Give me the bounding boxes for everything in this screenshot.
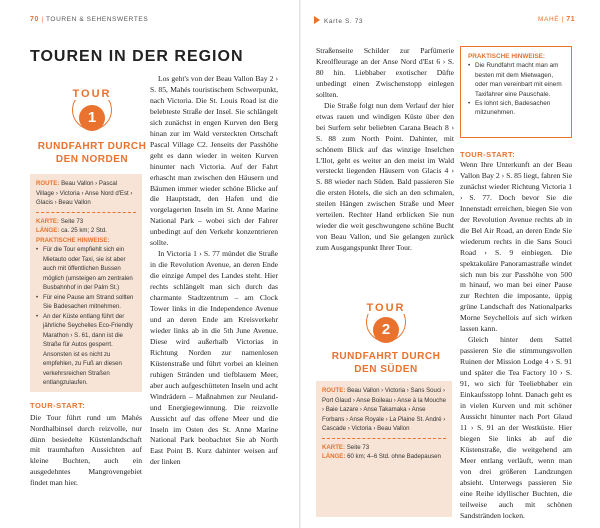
paragraph: Gleich hinter dem Sattel passieren Sie die stimmungsvollen Ruinen der Mission Lodge 4 › S. 91 und später die Tea Factory 10 › S. 91, wo sich für Teeliebhaber ein Einkaufsstopp lohnt. Danach geht es in vielen Kurven und mit schöner Aussicht hinunter nach Port Glaud 11 › S. 91 an der Westküste. Hier biegen Sie links ab auf die Küstenstraße, die weitgehend am Meer entlang verläuft, wenn man von drei größeren Landzungen absieht. Unterwegs passieren Sie eine Reihe idyllischer Buchten, die teilweise auch mit schönen Sandstränden locken. [460,335,572,520]
tour1-tip: • An der Küste entlang führt der jährliche Seychelles Eco-Friendly Marathon › S. 61, dann ist die Straße für Autos gesperrt. Ansonsten ist es nicht zu empfehlen, zu Fuß an diesen verkehrsreichen Straßen entlangzulaufen. [36,312,136,388]
tour1-route: ROUTE: Beau Vallon › Pascal Village › Victoria › Anse Nord d'Est › Glacis › Beau Vallon [36,180,133,206]
tour2-route: ROUTE: Beau Vallon › Victoria › Sans Souci › Port Glaud › Anse Boileau › Anse à la Mouche › Baie Lazare › Anse Takamaka › Anse Forbans › Anse Royale › La Plaine St. André › Cascade › Victoria › Beau Vallon [322,387,446,432]
paragraph: Wenn Ihre Unterkunft an der Beau Vallon Bay 2 › S. 85 liegt, fahren Sie zunächst wieder Richtung Victoria 1 › S. 77. Doch bevor Sie die Innenstadt erreichen, biegen Sie von der Revolution Avenue rechts ab in die Bel Air Road, an deren Ende Sie wiederum rechts in die Sans Souci Road › S. 9 einbiegen. Die spektakuläre Panoramastraße windet sich nun bis zur Passhöhe von 500 m hinauf, wo man bei einer Pause zur Rechten die imposante, üppig grüne Landschaft des Nationalparks Morne Seychellois auf sich wirken lassen kann. [460,160,572,334]
tour1-tips-list [36,245,136,388]
right-column-2 [460,160,572,521]
tour2-tip: • Es lohnt sich, Badesachen mitzunehmen. [468,99,564,118]
tour1-length: LÄNGE: ca. 25 km; 2 Std. [36,227,107,234]
left-section-title: TOUREN & SEHENSWERTES [45,16,149,23]
right-section-title: MAHÉ [538,16,560,23]
tour1-badge [70,84,114,131]
tour1-tip: • Für eine Pause am Strand sollten Sie Badesachen mitnehmen. [36,293,136,312]
right-map-ref: Karte S. 73 [314,16,363,25]
left-page-number: 70 [30,16,39,23]
tour2-title-line2: DEN SÜDEN [354,364,418,375]
tour1-map: KARTE: Seite 73 [36,217,84,225]
tour2-info-box [316,381,452,517]
tour2-tips-box [460,46,572,138]
left-column-2 [150,74,278,468]
tour1-title-line1: RUNDFAHRT DURCH [37,141,147,152]
tour2-badge [364,298,408,343]
tour2-title-line1: RUNDFAHRT DURCH [331,351,441,362]
tour2-start-label: TOUR-START: [460,150,516,159]
tour2-map: KARTE: Seite 73 [322,443,370,451]
tour1-word: TOUR [72,88,112,100]
right-running-head: MAHÉ | 71 [538,16,576,23]
map-arrow-icon [314,16,320,24]
tour1-info-box [30,174,142,392]
paragraph: Straßenseite Schilder zur Parfümerie Kreolfleurage an der Anse Nord d'Est 6 › S. 80 hin. Liebhaber exotischer Düfte unbedingt einen Zwischenstopp einlegen sollten. [316,46,454,99]
tour2-tips-label: PRAKTISCHE HINWEISE: [468,53,546,60]
tour1-start-label: TOUR-START: [30,401,86,410]
tour1-start-text: Die Tour führt rund um Mahés Nordhalbinsel durch reizvolle, nur dünn besiedelte Küstenlandschaft mit traumhaften Aussichten auf kleine Buchten, auch ein ausgedehntes Mangrovengebiet findet man hier. [30,413,142,487]
left-running-head: 70 | TOUREN & SEHENSWERTES [30,16,149,23]
right-page [300,0,600,528]
tour2-title [318,350,454,376]
tour2-tips-list [468,61,564,117]
tour2-word: TOUR [366,302,406,314]
tour1-tip: • Für die Tour empfiehlt sich ein Mietauto oder Taxi, sie ist aber auch mit öffentlichen Bussen möglich (umsteigen am zentralen Busbahnhof in der Palm St.) [36,245,136,293]
paragraph: In Victoria 1 › S. 77 mündet die Straße in die Revolution Avenue, an deren Ende die einzige Ampel des Landes steht. Hier rechts schlängelt man sich durch das charmante Stadtzentrum – am Clock Tower links in die Independence Avenue und an deren Ende am Kreisverkehr wieder links ab in die 5th June Avenue. Diese wird außerhalb Victorias in Richtung Norden zur namenlosen Küstenstraße und führt vorbei an kleinen ruhigen Stränden und tiefblauem Meer, aber auch aufgeschütteten Inseln und acht Windrädern – Maßnahmen zur Neuland- und Energiegewinnung. Die reizvolle Aussicht auf das offene Meer und die Inseln im Osten des St. Anne Marine National Park beobachtet Sie ab North East Point B. Kurz dahinter weisen auf der linken [150,249,278,467]
right-column-1 [316,46,454,254]
tour2-number: 2 [373,317,399,343]
tour1-number: 1 [79,105,105,131]
right-page-number: 71 [566,16,576,23]
page-heading: TOUREN IN DER REGION [30,48,244,65]
tour1-tips-label: PRAKTISCHE HINWEISE: [36,236,110,244]
tour2-tip: • Die Rundfahrt macht man am besten mit dem Mietwagen, oder man vereinbart mit einem Taxifahrer eine Pauschale. [468,61,564,99]
tour2-length: LÄNGE: 60 km; 4–6 Std. ohne Badepausen [322,453,441,460]
paragraph: Los geht's von der Beau Vallon Bay 2 › S. 85, Mahés touristischem Schwerpunkt, nach Victoria. Die St. Louis Road ist die belebteste Straße der Insel. Sie schlängelt sich zunächst in engen Kurven den Berg hinan zur im Wald versteckten Ortschaft Pascal Village C2. Jenseits der Passhöhe geht es dann wieder in weiten Kurven hinunter nach Victoria. Auf der Fahrt erhascht man zwischen den Häusern und Bäumen immer wieder schöne Blicke auf die Hauptstadt, den Hafen und die vorgelagerten Inseln im St. Anne Marine National Park – wobei sich der Fahrer unbedingt auf den Verkehr konzentrieren sollte. [150,74,278,248]
paragraph: Die Straße folgt nun dem Verlauf der hier etwas rauen und windigen Küste über den bei Surfern sehr beliebten Carana Beach 8 › S. 88 zum North Point. Dahinter, mit schönem Blick auf das winzige Inselchen L'Ilot, geht es weiter an den meist im Wald versteckt liegenden Häusern von Glacis 4 › S. 88 wieder nach Süden. Bald passieren Sie die ersten Hotels, die sich an den schmalen, steilen Hängen zwischen Straße und Meer verteilen. Rechter Hand erblicken Sie nun wieder die weit geschwungene schöne Bucht von Beau Vallon, und Sie gelangen zurück zum Ausgangspunkt Ihrer Tour. [316,100,454,253]
tour1-title-line2: DEN NORDEN [55,154,129,165]
tour1-title [28,140,156,166]
